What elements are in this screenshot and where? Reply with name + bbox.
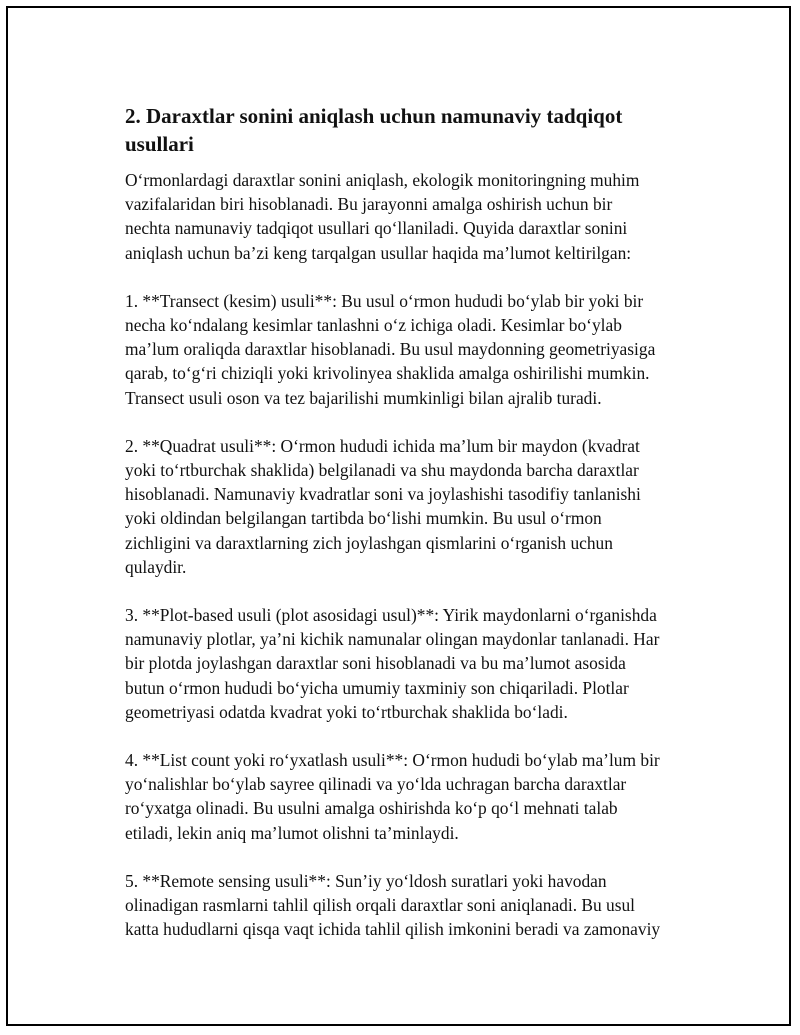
method-list-count-paragraph: 4. **List count yoki ro‘yxatlash usuli**: O‘rmon hududi bo‘ylab ma’lum bir yo‘nalishlar bo‘ylab sayree qilinadi va yo‘lda uchragan barcha daraxtlar ro‘yxatga olinadi. Bu usulni amalga oshirishda ko‘p qo‘l mehnati talab etiladi, lekin aniq ma’lumot olishni ta’minlaydi.: [125, 750, 660, 843]
section-title-line-1: 2. Daraxtlar sonini aniqlash uchun namunaviy tadqiqot: [125, 104, 623, 128]
page-frame: [6, 6, 791, 1026]
method-remote-sensing-paragraph: 5. **Remote sensing usuli**: Sun’iy yo‘ldosh suratlari yoki havodan olinadigan rasmlarni tahlil qilish orqali daraxtlar soni aniqlanadi. Bu usul katta hududlarni qisqa vaqt ichida tahlil qilish imkonini beradi va zamonaviy: [125, 870, 661, 940]
method-plot-based-paragraph: 3. **Plot-based usuli (plot asosidagi usul)**: Yirik maydonlarni o‘rganishda namunaviy plotlar, ya’ni kichik namunalar olingan maydonlar tanlanadi. Har bir plotda joylashgan daraxtlar soni hisoblanadi va bu ma’lumot asosida butun o‘rmon hududi bo‘yicha umumiy taxminiy son chiqariladi. Plotlar geometriyasi odatda kvadrat yoki to‘rtburchak shaklida bo‘ladi.: [125, 605, 660, 722]
intro-paragraph: O‘rmonlardagi daraxtlar sonini aniqlash, ekologik monitoringning muhim vazifalaridan biri hisoblanadi. Bu jarayonni amalga oshirish uchun bir nechta namunaviy tadqiqot usullari qo‘llaniladi. Quyida daraxtlar sonini aniqlash uchun ba’zi keng tarqalgan usullar haqida ma’lumot keltirilgan:: [125, 170, 640, 263]
section-title: [125, 102, 705, 158]
method-transect-paragraph: 1. **Transect (kesim) usuli**: Bu usul o‘rmon hududi bo‘ylab bir yoki bir necha ko‘ndalang kesimlar tanlashni o‘z ichiga oladi. Kesimlar bo‘ylab ma’lum oraliqda daraxtlar hisoblanadi. Bu usul maydonning geometriyasiga qarab, to‘g‘ri chiziqli yoki krivolinyea shaklida amalga oshirilishi mumkin. Transect usuli oson va tez bajarilishi mumkinligi bilan ajralib turadi.: [125, 290, 656, 408]
document-body: [125, 102, 705, 965]
section-title-line-2: usullari: [125, 132, 194, 156]
method-quadrat-paragraph: 2. **Quadrat usuli**: O‘rmon hududi ichida ma’lum bir maydon (kvadrat yoki to‘rtburchak shaklida) belgilanadi va shu maydonda barcha daraxtlar hisoblanadi. Namunaviy kvadratlar soni va joylashishi tasodifiy tanlanishi yoki oldindan belgilangan tartibda bo‘lishi mumkin. Bu usul o‘rmon zichligini va daraxtlarning zich joylashgan qismlarini o‘rganish uchun qulaydir.: [125, 435, 641, 577]
